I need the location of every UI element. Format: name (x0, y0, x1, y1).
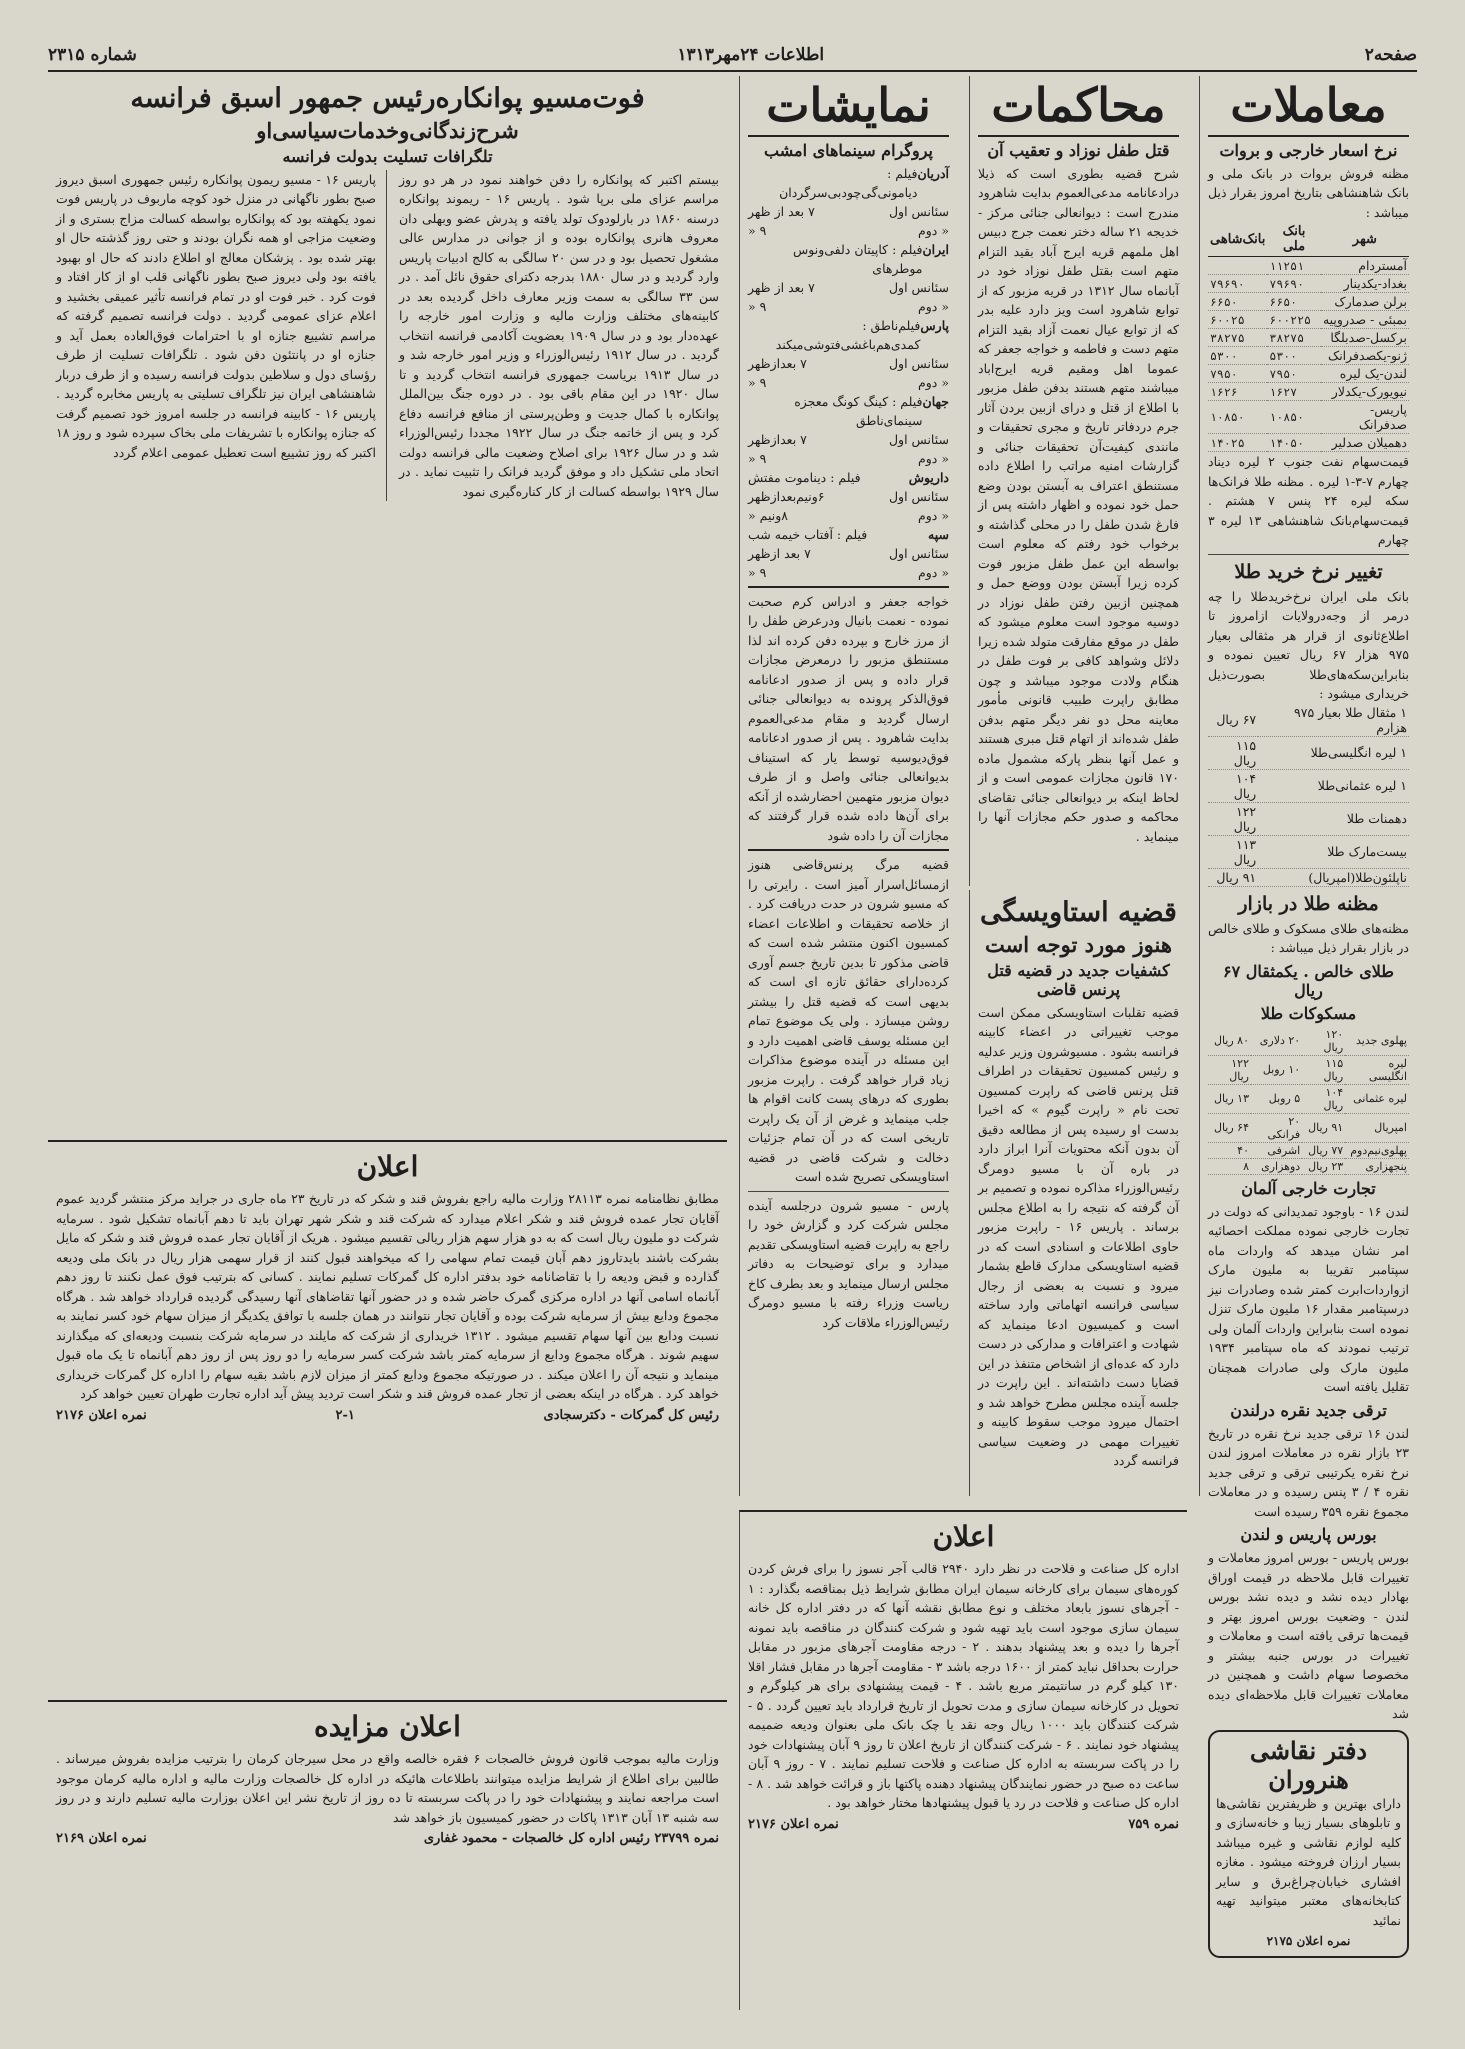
table-row: نیویورک-یکدلار ۱۶۲۷ ۱۶۲۶ (1210, 384, 1407, 400)
table-row: دهمنات طلا ۱۲۲ ریال (1208, 802, 1409, 835)
table-row: پهلوی جدید ۱۲۰ ریال ۲۰ دلاری ۸۰ ریال (1208, 1027, 1409, 1056)
notice-body: وزارت مالیه بموجب قانون فروش خالصجات ۶ فقره خالصه واقع در محل سیرجان کرمان را بترتیب مزایده بفروش میرساند . طالبین برای اطلاع از شرایط مزایده میتوانند باطلاعات هائیکه در اداره کل خالصجات وزارت مالیه و اداره مالیه کرمان موجود است مراجعه نمایند و پیشنهادات خود را در پاکت سربسته تا ده روز از تاریخ نشر این اعلان بوزارت مالیه تسلیم دارند و در روز سه شنبه ۱۳ آبان ۱۳۱۳ پاکات در حضور کمیسیون باز خواهد شد (56, 1751, 719, 1825)
germany-heading: تجارت خارجی آلمان (1241, 1178, 1376, 1198)
ad-text: دارای بهترین و ظریفترین نقاشی‌ها و تابلوهای بسیار زیبا و خانه‌سازی و کلیه لوازم نقاشی و غیره میباشد بسیار ارزان فروخته میشود . مغازه افشاری خیابان‌چراغ‌برق و سایر کتابخانه‌های معتبر میتوانید تهیه نمائید (1216, 1795, 1401, 1928)
market-heading: مظنه طلا در بازار (1238, 892, 1379, 915)
cinema-name: جهان (922, 393, 949, 409)
masthead-shows: نمایشات (766, 78, 931, 132)
table-row: دهمیلان صدلیر ۱۴۰۵۰ ۱۴۰۲۵ (1210, 435, 1407, 451)
bourse-heading: بورس پاریس و لندن (1240, 1525, 1377, 1545)
notice-signature: نمره ۷۵۹ نمره اعلان ۲۱۷۶ (748, 1816, 1179, 1832)
gold-text: بانک ملی ایران نرخ‌خرید‌طلا را چه درمر از وجه‌درولایات ازامروز تا اطلاع‌ثانوی از قرار هر مثقالی بعیار ۹۷۵ هزار ۶۷ ریال تعیین نموده و بنابراین‌سکه‌های‌طلا بصورت‌ذیل خریداری میشود : (1208, 588, 1410, 702)
cinema-listing: آدریان فیلم : دیامونی‌گی‌چودبی‌سرگردان سئانس اول ۷ بعد از ظهر « دوم ۹ « (748, 165, 949, 238)
poincare-body-left: پاریس ۱۶ - مسیو ریمون پوانکاره رئیس جمهوری اسبق دیروز صبح بطور ناگهانی در منزل خود کوچه ماربوف در پاریس فوت نمود یکهفته بود که پوانکاره بواسطه کسالت مزاج بستری و از وضعیت مزاجی او همه نگران بودند و حتی روز گذشته حال او بهتر شده بود . پزشکان معالج او اطلاع دادند که حال او بهبود یافته بود ولی دیروز صبح بطور ناگهانی قلب او از کار افتاد و فوت کرد . خبر فوت او در تمام فرانسه تأثیر عمیقی بخشید و اعلام عزای عمومی گردید . دولت فرانسه تصمیم گرفته که مراسم تشییع جنازه او با احترامات فوق‌العاده بعمل آید و جنازه او در پانتئون دفن شود . تلگرافات تسلیت از طرف رؤسای دول و سلاطین بدولت فرانسه رسیده و از طرف دربار شاهنشاهی ایران نیز تلگراف تسلیتی به پاریس مخابره گردید . پاریس ۱۶ - کابینه فرانسه در جلسه امروز خود تصمیم گرفت که جنازه پوانکاره با تشریفات ملی بخاک سپرده شود و روز ۱۸ اکتبر که روز تشییع است تعطیل عمومی اعلام گردد (56, 170, 387, 502)
notice-title: اعلان مزایده (314, 1710, 461, 1743)
table-row: آمستردام ۱۱۲۵۱ (1208, 257, 1409, 275)
cinema-listing: سپه فیلم : آفتاب خیمه شب سئانس اول ۷ بعد ازظهر « دوم ۹ « (748, 526, 949, 580)
issue-number: شماره ۲۳۱۵ (48, 45, 137, 65)
table-row: بمبئی - صدروپیه ۶۰۰۲۲۵ ۶۰۰۲۵ (1210, 312, 1407, 328)
page-label: صفحه۲ (1364, 45, 1417, 65)
table-row: امپریال ۹۱ ریال ۲۰ فرانکی ۶۴ ریال (1208, 1113, 1409, 1142)
stavisky-heading: کشفیات جدید در قضیه قتل پرنس قاضی (987, 960, 1170, 999)
ad-title: دفتر نقاشی هنروران (1249, 1735, 1368, 1794)
stavisky-title: قضیه استاویسگی (980, 897, 1177, 928)
market-gold: طلای خالص . یکمثقال ۶۷ ریال (1222, 961, 1395, 1000)
gold-heading: تغییر نرخ خرید طلا (1234, 560, 1383, 583)
table-row: لیره عثمانی ۱۰۴ ریال ۵ روبل ۱۳ ریال (1208, 1084, 1409, 1113)
table-row: ژنو-یکصدفرانک ۵۳۰۰ ۵۳۰۰ (1210, 348, 1407, 364)
table-row: پهلوی‌نیم‌دوم ۷۷ ریال اشرفی ۴۰ (1208, 1142, 1409, 1158)
table-header: بانک ملی (1267, 222, 1320, 257)
cinema-listing: داریوش فیلم : دیناموت مفتش سئانس اول ۶ونیم‌بعدازظهر « دوم ۸ونیم « (748, 469, 949, 523)
cinema-heading: پروگرام سینماهای امشب (764, 140, 933, 160)
coins-table (1208, 1027, 1409, 1175)
cinema-name: سپه (928, 526, 949, 542)
market-text: مظنه‌های طلای مسکوک و طلای خالص در بازار بقرار ذیل میباشد : (1208, 920, 1409, 956)
issue-date: اطلاعات ۲۴مهر۱۳۱۳ (677, 45, 825, 65)
table-row: پاریس-صدفرانک ۱۰۸۵۰ ۱۰۸۵۰ (1210, 402, 1407, 433)
table-row: پنجهزاری ۲۳ ریال دوهزاری ۸ (1208, 1158, 1409, 1174)
rates-intro: مظنه فروش بروات در بانک ملی و بانک شاهنشاهی بتاریخ امروز بقرار ذیل میباشد : (1208, 165, 1409, 220)
column-stavisky (969, 890, 1187, 1496)
art-studio-ad (1208, 1730, 1409, 1959)
table-row: ۱ لیره انگلیسی‌طلا ۱۱۵ ریال (1208, 736, 1409, 769)
silver-heading: ترقی جدید نقره درلندن (1230, 1400, 1387, 1420)
table-row: لندن-یک لیره ۷۹۵۰ ۷۹۵۰ (1210, 366, 1407, 382)
column-trials (969, 76, 1187, 886)
poincare-body-right: بیستم اکتبر که پوانکاره را دفن خواهند نمود در هر دو روز مراسم عزای ملی برپا شود . پاریس ۱۶ - ریموند پوانکاره درسنه ۱۸۶۰ در بارلودوک تولد یافته و پدرش عضو وبهلی دان معروف هانری پوانکاره بوده و از جوانی در مدارس عالی مشغول تحصیل بود و در سن ۲۰ سالگی به کالج ادبیات پاریس وارد گردید و در سال ۱۸۸۰ بدرجه دکترای حقوق نائل آمد . در سن ۳۳ سالگی به سمت وزیر معارف داخل گردیده بعد در کابینه‌های مختلف وزارت مالیه و وزارت امور خارجه را عهده‌دار بود و در سال ۱۹۰۹ بعضویت آکادمی فرانسه انتخاب گردید . در سال ۱۹۱۲ رئیس‌الوزراء و وزیر امور خارجه شد و در سال ۱۹۱۳ بریاست جمهوری فرانسه انتخاب گردید و تا سال ۱۹۲۰ در این مقام باقی بود . در دوره جنگ بین‌الملل پوانکاره با کمال جدیت و وطن‌پرستی از منافع فرانسه دفاع کرد و پس از خاتمه جنگ در سال ۱۹۲۲ مجددا رئیس‌الوزراء شد و در سال ۱۹۲۶ برای اصلاح وضعیت مالی فرانسه دولت اتحاد ملی تشکیل داد و موفق گردید فرانک را تثبیت نماید . در سال ۱۹۲۹ بواسطه کسالت از کار کناره‌گیری نمود (399, 171, 720, 499)
condolence-heading: تلگرافات تسلیت بدولت فرانسه (282, 146, 493, 166)
poincare-title: فوت‌مسیو پوانکاره‌رئیس جمهور اسبق فرانسه (130, 83, 645, 114)
stavisky-subtitle: هنوز مورد توجه است (985, 931, 1172, 957)
bourse-text: بورس پاریس - بورس امروز معاملات و تغییرات قابل ملاحظه در قیمت اوراق بهادار دیده نشد و دیده نشد بورس لندن - وضعیت بورس امروز بهتر و قیمت‌ها ترقی یافته است و معاملات و تغییرات در بورس جنبه بیشتر و مخصوصا سهام داشت و همچنین در معاملات تغییرات قابل ملاحظه‌ای دیده شد (1208, 1550, 1409, 1722)
notice-title: اعلان (356, 1150, 419, 1183)
cinema-name: ایران (922, 241, 949, 257)
table-row: ۱ لیره عثمانی‌طلا ۱۰۴ ریال (1208, 769, 1409, 802)
table-row: لیره انگلیسی ۱۱۵ ریال ۱۰ روبل ۱۲۲ ریال (1208, 1055, 1409, 1084)
silver-text: لندن ۱۶ ترقی جدید نرخ نقره در تاریخ ۲۳ بازار نقره در معاملات امروز لندن نرخ نقره یکرتیبی ترقی و ترقی جدید نقره ۴ / ۳ پنس رسیده و در معاملات مجموع نقره ۳۵۹ رسیده است (1208, 1425, 1410, 1519)
table-header: شهر (1321, 222, 1409, 257)
trial-continuation: خواجه جعفر و ادراس کرم صحبت نموده - نعمت بانیال ودرعرض طفل را از مرز خارج و بپرده دفن کرده اند لذا مستنطق مزبور را درمعرض مجازات قرار داده و پس از صدور ادعانامه فوق‌الذکر پرونده به دیوانعالی جنائی ارسال گردید و مقام مدعی‌العموم بدایت شاهرود . پس از صدور ادعانامه فوق‌دیوسیه توسط یار که استیناف بدیوانعالی جنائی واصل و از طرف دیوان مزبور متهمین احضارشده از آنکه برای آن‌ها داده شده قرار گرفتند که مجازات آن را داده شود (748, 593, 949, 843)
trial-heading: قتل طفل نوزاد و تعقیب آن (987, 140, 1170, 160)
notice-signature: رئیس کل گمرکات - دکترسجادی ۲-۱ نمره اعلان ۲۱۷۶ (56, 1407, 719, 1423)
coins-heading: مسکوکات طلا (1260, 1003, 1357, 1023)
cinema-listing: جهان فیلم : کینگ کونگ معجزه سینمای‌ناطق سئانس اول ۷ بعدازظهر « دوم ۹ « (748, 393, 949, 466)
column-poincare (48, 76, 727, 1126)
column-transactions (1199, 76, 1417, 1949)
table-row: بیست‌مارک طلا ۱۱۳ ریال (1208, 835, 1409, 868)
table-row: ۱ مثقال طلا بعیار ۹۷۵ هزارم ۶۷ ریال (1208, 704, 1409, 737)
poincare-subtitle: شرح‌زندگانی‌وخدمات‌سیاسی‌او (256, 117, 519, 143)
cinema-name: آدریان (917, 165, 949, 181)
film-title: فیلم‌ناطق : کمدی‌هم‌باغشی‌فتوشی‌میکند (775, 317, 921, 352)
film-title: فیلم : دیناموت مفتش (748, 469, 861, 485)
cinema-name: پارس (920, 317, 949, 333)
notice-firebricks (739, 1510, 1187, 2010)
masthead-trials: محاکمات (991, 78, 1166, 132)
notice-sugar-company (48, 1140, 727, 1685)
story-continuation: قضیه مرگ پرنس‌قاضی هنوز ازمسائل‌اسرار آمیز است . رایرتی را که مسیو شرون در حدت دریافت کرد . از خلاصه تحقیقات و اطلاعات اعضاء کمسیون اکنون منتشر شده است که قاضی مذکور تا بدین تاریخ جسم آوری کرده‌دارای حقائق تازه ای است که بدیهی است که قضیه قتل را بیشتر روشن میسازد . ولی یک موضوع تمام این مسئله یوسف قاضی اهمیت دارد و این مسئله در آینده موضوع مذاکرات زیاد قرار خواهد گرفت . راپرت مزبور بطوری که درهای پست کانت اقوام ها جلب مینماید و غرض از آن یک راپرت تاریخی است که در آن تمام جزئیات دخالت و شرکت قاضی در قضیه استاویسکی تصریح شده است (748, 857, 949, 1185)
column-shows (739, 76, 957, 1496)
exchange-rate-table (1208, 222, 1409, 452)
running-header (48, 40, 1417, 72)
notice-auction (48, 1700, 727, 2010)
notice-signature: نمره ۲۳۷۹۹ رئیس اداره کل خالصجات - محمود غفاری نمره اعلان ۲۱۶۹ (56, 1831, 719, 1846)
gold-table (1208, 704, 1409, 887)
stavisky-body: قضیه تقلبات استاویسکی ممکن است موجب تغییراتی در اعضاء کابینه فرانسه بشود . مسیوشرون وزیر عدلیه و رئیس کمسیون تحقیقات در اطراف قتل پرنس قاضی که راپرت کمسیون تحت نام « راپرت گیوم » که اخیرا بدست او رسیده پس از مطالعه دقیق آن بدون آنکه محتویات آنرا ابراز دارد در باره آن با مسیو دومرگ رئیس‌الوزراء مذاکره نموده و تصمیم بر آن گرفته که نتیجه را به اطلاع مجلس برساند . پاریس ۱۶ - راپرت مزبور حاوی اطلاعات و اسنادی است که در قضیه استاویسکی مدارک قاطع بشمار میرود و نسبت به بعضی از رجال سیاسی فرانسه اتهاماتی وارد ساخته است و کمیسیون ادعا مینماید که شهادت و اعترافات و مدارکی در دست دارد که عده‌ای از اشخاص متنفذ در این قضایا دست داشته‌اند . این راپرت در جلسه آینده مجلس مطرح خواهد شد و احتمال میرود موجب سقوط کابینه و تغییرات مهمی در وضعیت سیاسی فرانسه گردد (978, 1004, 1179, 1469)
table-header: بانک‌شاهی (1208, 222, 1267, 257)
table-row: ناپلئون‌طلا(امپریال) ۹۱ ریال (1208, 868, 1409, 886)
germany-text: لندن ۱۶ - باوجود تمدیدانی که دولت در تجارت خارجی نموده مملکت احصائیه امر نشان میدهد که واردات ماه سپتامبر تقریبا به ملیون مارک ازواردات‌ابرت کمتر شده‌ وصادرات نیز درسپتامبر مقدار ۱۶ ملیون مارک تنزل نموده است بنابراین واردات آلمان ولی ترتیب نمودند که ماه سپتامبر ۱۹۳۴ ملیون مارک ولی صادرات همچنان تقلیل یافته است (1208, 1203, 1409, 1395)
table-row: برکسل-صدبلگا ۳۸۲۷۵ ۳۸۲۷۵ (1210, 330, 1407, 346)
rates-heading: نرخ اسعار خارجی و بروات (1219, 140, 1398, 160)
story-closing: پارس - مسیو شرون درجلسه آینده مجلس شرکت کرد و گزارش خود را راجع به راپرت قضیه استاویسکی تقدیم میدارد و برای توضیحات به دفاتر مجلس ارسال مینماید و بعد بطرف کاخ ریاست وزراء رفته با مسیو دومرگ رئیس‌الوزراء ملاقات کرد (748, 1197, 949, 1330)
film-title: فیلم : کینگ کونگ معجزه سینمای‌ناطق (794, 393, 923, 428)
notice-body: اداره کل صناعت و فلاحت در نظر دارد ۲۹۴۰ قالب آجر نسوز را برای فرش کردن کوره‌های سیمان برای کارخانه سیمان ایران مطابق شرایط ذیل بمناقصه بگذارد : ۱ - آجرهای نسوز بابعاد مختلف و نوع مطابق نقشه آنها که در دفتر اداره کل خانه سیمان سازی موجود است باید تهیه شود و شرکت کنندگان در مناقصه باید نمونه آجرها را دیده و بعد پیشنهاد بدهند . ۲ - درجه مقاومت آجرهای مزبور در مقابل حرارت بحداقل نباید کمتر از ۱۶۰۰ درجه باشد ۳ - مقاومت آجرها در مقابل فشار اقلا ۱۳۰ کیلو گرم در سانتیمتر مربع باشد . ۴ - قیمت پیشنهادی برای هر کیلوگرم و تحویل در کارخانه سیمان سازی و مدت تحویل از تاریخ قرارداد باید تعیین گردد . ۵ - شرکت کنندگان باید ۱۰۰۰ ریال وجه نقد یا چک بانک ملی بعنوان ودیعه ضمیمه پیشنهاد خود نمایند . ۶ - شرکت کنندگان از تاریخ اعلان تا روز ۹ آبان پیشنهادات خود را در پاکت سربسته به اداره کل صناعت و فلاحت تسلیم نمایند . ۷ - روز ۹ آبان ساعت ده صبح در حضور نمایندگان پیشنهاد دهنده پاکتها باز و قرائت خواهد شد . ۸ - اداره کل صناعت و فلاحت در رد یا قبول پیشنهادها مختار خواهد بود . (748, 1561, 1180, 1810)
notice-title: اعلان (932, 1520, 995, 1553)
film-title: فیلم : کاپیتان دلفی‌ونوس موطرهای (793, 241, 923, 276)
notice-body: مطابق نظامنامه نمره ۲۸۱۱۳ وزارت مالیه راجع بفروش قند و شکر که در تاریخ ۲۳ ماه جاری در جراید مرکز منتشر گردید عموم آقایان تجار عمده فروش قند و شکر اعلام میدارد که شرکت قند و شکر شهر تهران باید تا دهم آبانماه تشکیل شود . سرمایه شرکت دو ملیون ریال است که به دو هزار سهم هزار ریالی تقسیم میشود . هریک از آقایان تجار عمده فروش قند و شکر که مایل بشرکت باشند بایدتاروز دهم آبان قیمت تمام سهامی را که میخواهند قبول کنند از قرار سهمی هزار ریال در بانک ملی ودیعه گذارده و قبض ودیعه را با تقاضانامه خود بدفتر اداره کل گمرکات تسلیم نمایند . کسانی که بترتیب فوق عمل نکنند تا روز دهم آبانماه اسامی آنها در اداره مرکزی گمرک حاضر شده و در حضور آنها تقاضاهای آنها رسیدگی گردیده قرارداد خواهد شد . هرگاه مجموع ودایع بیش از سرمایه شرکت بوده و آقایان تجار نتوانند در همان جلسه با توافق یکدیگر از میزان سهام خود کسر نمایند به نسبت ودایع بین آنها سهام تقسیم میشود . ۱۳۱۲ خریداری از شرکت که مایلند در سرمایه شرکت بنسبت ودیعه‌ای که میگذارند سهیم شوند . هرگاه مجموع ودایع از سرمایه کمتر باشد شرکت کسر سرمایه را دو روز پس از روز دهم آبانماه تا یک ماه قبول مینماید و نتیجه آن را اعلان میکند . در صورتیکه مجموع ودایع کمتر از میزان لازم باشد بقیه سهام را اداره کل گمرکات خریداری خواهد کرد . هرگاه در اینکه بعضی از تجار عمده فروش قند و شکر است تردید پیش آید اداره تجارت طهران تعیین خواهد کرد (56, 1191, 720, 1401)
rates-note: قیمت‌سهام نفت جنوب ۲ لیره دیناد چهارم ۷-۳-۱ لیره . مظنه طلا فرانک‌ها سکه لیره ۲۴ پنس ۷ هشتم . قیمت‌سهام‌بانک شاهنشاهی ۱۳ لیره ۳ چهارم (1208, 454, 1409, 548)
film-title: فیلم : دیامونی‌گی‌چودبی‌سرگردان (779, 165, 918, 200)
masthead-transactions: معاملات (1230, 78, 1387, 132)
cinema-listing: ایران فیلم : کاپیتان دلفی‌ونوس موطرهای سئانس اول ۷ بعد از ظهر « دوم ۹ « (748, 241, 949, 314)
film-title: فیلم : آفتاب خیمه شب (748, 526, 868, 542)
table-row: بغداد-یکدینار ۷۹۶۹۰ ۷۹۶۹۰ (1210, 276, 1407, 292)
ad-number: نمره اعلان ۲۱۷۵ (1266, 1934, 1351, 1949)
trial-body: شرح قضیه بطوری است که ذیلا درادعانامه مدعی‌العموم بدایت شاهرود مندرج است : دیوانعالی جنائی مرکز - خدیجه ۲۱ ساله دختر نعمت جرج دبیس اهل ملمهم قریه ایرج آباد بقید التزام متهم است بقتل طفل نوزاد خود در آبانماه سال ۱۳۱۲ در قریه مزبور که از توابع شاهرود است ویز دارد علیه بدر که از توابع عیال نعمت آزاد بقید التزام متهم دست و فاطمه و خواجه جعفر که عموما اهل ومقیم قریه ایرج‌اباد میباشند متهم هستند بدفن طفل مزبور با اطلاع از قتل و درای ازبین بردن آثار جرم دردفاتر تاریخ و مجری تحقیقات و مانندی کیفیت‌آن تحقیقات جنائی و گزارشات امنیه مراتب را اطلاع داده مستنطق اعتراف به آبستن بودن وضع حمل خود نموده و اظهار داشته پس از فارغ شدن طفل را در محلی گذاشته و برخواب خود رفتم که معلوم است بواسطه این عمل طفل مزبور فوت کرده زیرا آبستن بودن ووضع حمل و همچنین ازبین رفتن طفل نوزاد در دوسیه موجود است معلوم میشود که طفل در موقع مفارقت متولد شده زیرا دلائل وشواهد کافی بر فوت طفل در هنگام ولادت موجود میباشد و چون مطابق راپرت طبیب قانونی مأمور معاینه محل دو نفر دیگر متهم بدفن طفل شده‌اند از اتهام قتل مبری هستند و عمل آنها بنظر پارکه مشمول ماده ۱۷۰ قانون مجازات عمومی است و از لحاظ اینکه بر دیوانعالی جنائی تقاضای محاکمه و صدور حکم مجازات آنها را مینماید . (978, 165, 1180, 844)
cinema-listing: پارس فیلم‌ناطق : کمدی‌هم‌باغشی‌فتوشی‌میکند سئانس اول ۷ بعدازظهر « دوم ۹ « (748, 317, 949, 390)
table-row: برلن صدمارک ۶۶۵۰ ۶۶۵۰ (1210, 294, 1407, 310)
cinema-name: داریوش (908, 469, 949, 485)
